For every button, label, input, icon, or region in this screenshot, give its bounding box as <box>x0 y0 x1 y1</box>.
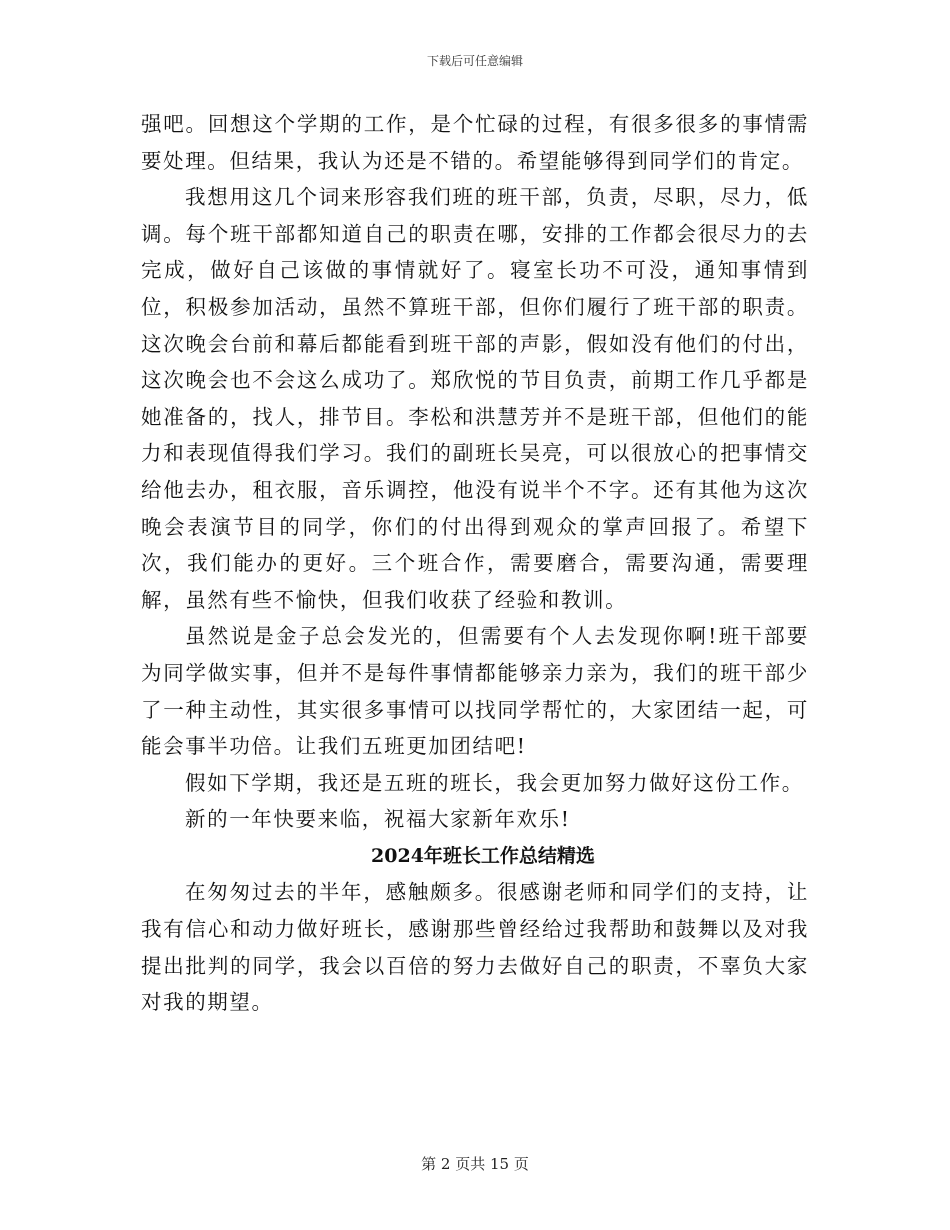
document-body <box>141 106 809 1021</box>
paragraph-continuation: 强吧。回想这个学期的工作，是个忙碌的过程，有很多很多的事情需要处理。但结果，我认为还是不错的。希望能够得到同学们的肯定。 <box>141 112 809 173</box>
page-footer: 第 2 页共 15 页 <box>421 1155 529 1173</box>
paragraph-teamwork: 虽然说是金子总会发光的，但需要有个人去发现你啊!班干部要为同学做实事，但并不是每件事情都能够亲力亲为，我们的班干部少了一种主动性，其实很多事情可以找同学帮忙的，大家团结一起，可能会事半功倍。让我们五班更加团结吧! <box>141 624 809 759</box>
section-title: 2024年班长工作总结精选 <box>371 844 595 867</box>
paragraph-class-committee: 我想用这几个词来形容我们班的班干部，负责，尽职，尽力，低调。每个班干部都知道自己的职责在哪，安排的工作都会很尽力的去完成，做好自己该做的事情就好了。寝室长功不可没，通知事情到位，积极参加活动，虽然不算班干部，但你们履行了班干部的职责。这次晚会台前和幕后都能看到班干部的声影，假如没有他们的付出，这次晚会也不会这么成功了。郑欣悦的节目负责，前期工作几乎都是她准备的，找人，排节目。李松和洪慧芳并不是班干部，但他们的能力和表现值得我们学习。我们的副班长吴亮，可以很放心的把事情交给他去办，租衣服，音乐调控，他没有说半个不字。还有其他为这次晚会表演节目的同学，你们的付出得到观众的掌声回报了。希望下次，我们能办的更好。三个班合作，需要磨合，需要沟通，需要理解，虽然有些不愉快，但我们收获了经验和教训。 <box>141 185 809 612</box>
paragraph-section-intro: 在匆匆过去的半年，感触颇多。很感谢老师和同学们的支持，让我有信心和动力做好班长，感谢那些曾经给过我帮助和鼓舞以及对我提出批判的同学，我会以百倍的努力去做好自己的职责，不辜负大家对我的期望。 <box>141 880 809 1015</box>
paragraph-new-year: 新的一年快要来临，祝福大家新年欢乐! <box>185 807 571 832</box>
paragraph-next-semester: 假如下学期，我还是五班的班长，我会更加努力做好这份工作。 <box>185 770 804 795</box>
page-header: 下载后可任意编辑 <box>426 54 523 68</box>
